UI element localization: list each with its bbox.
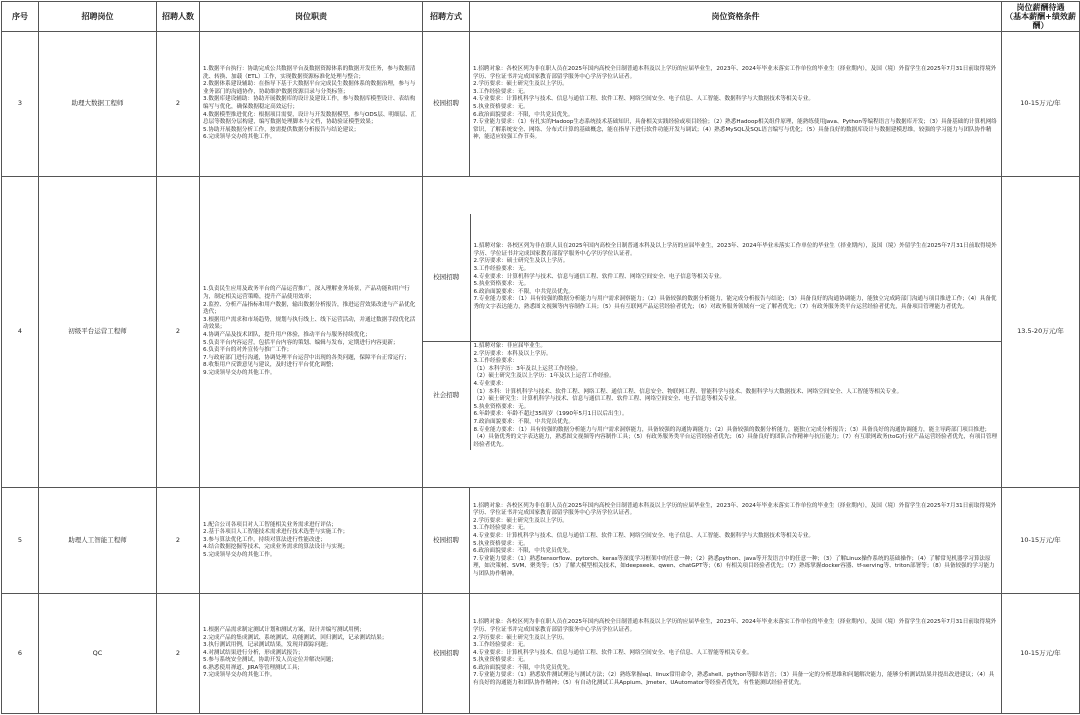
req-line: 7.政治面貌要求：不限，中共党员优先。 [473,419,574,426]
req-line: （1）本科：计算机科学与技术、软件工程、网络工程、通信工程、信息安全、物联网工程、智能科学与技术、数据科学与大数据技术、网络空间安全、人工智能等相关专业。 [473,388,903,395]
req-line: 5.执业资格要求：无。 [473,403,530,410]
row-method: 校园招聘 [423,214,470,342]
header-count: 招聘人数 [157,2,200,32]
row-sub-table [423,177,1002,488]
req-line: 5.执业资格要求：无。 [473,540,529,547]
req-line: 2.学历要求：硕士研究生及以上学历。 [473,517,568,524]
req-line: 7.专业能力要求：（1）熟悉软件测试理论与测试方法；（2）熟练掌握sql、linux常用命令，熟悉shell、python等脚本语言；（3）具备一定的分析思维和问题解决能力，能够分析测试结果并提出改进建议；（4）具有良好的沟通能力和团队协作精神；（5）有自动化测试工具Appium、Jmeter、UAutomator等经验者优先，有性能测试经验者优先。 [473,672,995,687]
row-requirements [470,32,1002,177]
row-pay: 13.5-20万元/年 [1002,177,1080,488]
row-requirements [470,488,1002,594]
row-position: 初级平台运营工程师 [39,177,157,488]
table-row [2,594,1080,714]
row-no: 3 [2,32,39,177]
row-no: 4 [2,177,39,488]
req-line: 7.专业能力要求：（1）熟悉tensorflow、pytorch、keras等深度学习框架中的任意一种；（2）熟悉python、java等开发语言中的任意一种；（3）了解Linux操作系统的基础操作；（4）了解常见机器学习算法原理，如决策树、SVM、聚类等；（5）了解大模型相关技术，如deepseek、qwen、chatGPT等；（6）有相关项目经验者优先；（7）熟练掌握docker容器、tf-serving等、triton部署等；（8）具备较强的学习能力与团队协作精神。 [473,555,995,577]
row-duty [200,488,423,594]
row-position: 助理人工智能工程师 [39,488,157,594]
duty-line: 2.完成产品的集成测试、系统测试、功能测试、回归测试，记录测试结果； [203,634,388,641]
req-line: 3.工作经验要求： [473,358,518,365]
req-line: （2）硕士研究生：计算机科学与技术、信息与通信工程、软件工程、网络空间安全、电子信息等相关专业。 [473,396,740,403]
duty-line: 5.完成领导交办的其他工作。 [203,551,276,558]
duty-line: 2.数据体系建设辅助：在指导下基于大数据平台完成民生数据体系的数据治理，参与与业务部门的沟通协作，协助维护数据资源目录与分类标签； [203,81,416,95]
req-line: 6.政治面貌要求：不限，中共党员优先。 [473,664,574,671]
row-count: 2 [157,32,200,177]
duty-line: 3.根据用户需求和市场趋势，规划与执行线上、线下运营活动，并通过数据手段优化活动效果； [203,316,416,331]
req-line: 6.年龄要求：年龄不超过35周岁（1990年5月1日以后出生）。 [473,411,628,418]
header-method: 招聘方式 [423,2,470,32]
duty-line: 3.数据库建设辅助：协助开展数据库的设计及建设工作，参与数据库模型设计、表结构编写与优化，确保数据稳定高效运行； [203,96,416,110]
req-line: 4.专业要求： [473,381,507,388]
duty-line: 5.参与系统安全测试，协助开发人员定位并解决问题； [203,657,337,664]
duty-line: 1.配合公司各项目对人工智能相关业务需求进行评估； [203,521,337,528]
row-requirements [470,342,1002,451]
req-line: 1.招聘对象：各校区列为非在职人员在2025年国内高校全日制普通本科及以上学历的应届毕业生，2023年、2024年毕业未落实工作单位的毕业生（择业期内），及国（境）外留学生在2025年7月31日前取得境外学历、学位证书并完成国家教育部留学服务中心学历学位认证者。 [473,619,997,633]
row-method: 社会招聘 [423,342,470,451]
sub-row-campus [423,214,1002,342]
req-line: 2.学历要求：硕士研究生及以上学历。 [473,81,568,88]
req-line: 2.学历要求：硕士研究生及以上学历。 [473,634,568,641]
req-line: 7.专业能力要求：（1）有扎实的Hadoop生态系统技术基础知识，具备相关实践经验或项目经验；（2）熟悉Hadoop相关组件原理，能熟练使用Java、Python等编程语言与数据库开发；（3）具备基础的计算机网络常识，了解系统安全、网络、分布式计算的基础概念，能在指导下进行软件功能开发与调试；（4）熟悉MySQL及SQL语言编写与优化；（5）具备良好的数据库设计与数据建模思维，较强的学习能力与团队协作精神，能适应较强工作节奏。 [473,119,997,141]
req-line: 1.招聘对象：非应届毕业生。 [473,343,546,350]
req-line: 3.工作经验要求：无。 [473,642,529,649]
row-pay: 10-15万元/年 [1002,488,1080,594]
header-duty: 岗位职责 [200,2,423,32]
req-line: 5.执业资格要求：无。 [473,657,529,664]
req-line: 6.政治面貌要求：不限，中共党员优先。 [473,111,574,118]
duty-line: 5.协助开展数据分析工作，按需提供数据分析报告与结论建议； [203,126,360,133]
duty-line: 7.与政府部门进行沟通，协调处理平台运营中出现的各类问题，保障平台正常运行； [203,354,410,361]
req-line: 3.工作经验要求：无。 [473,265,530,272]
row-duty [200,594,423,714]
duty-line: 1.负责民生应用及政务平台的产品运营推广，深入理解业务场景，产品功能和用户行为，制定相关运营策略，提升产品使用效率； [203,286,410,301]
duty-line: 4.协调产品及技术团队，提升用户体验，推动平台与服务持续优化； [203,332,371,338]
row-no: 6 [2,594,39,714]
method-sub-table [423,214,1002,451]
row-position: 助理大数据工程师 [39,32,157,177]
row-requirements [470,594,1002,714]
header-pay [1002,2,1080,32]
table-row [2,177,1080,488]
req-line: 5.执业资格要求：无。 [473,281,530,288]
req-line: （1）本科学历：3年及以上运营工作经验。 [473,365,582,372]
duty-line: 3.参与算法优化工作，持续对算法进行性能改进； [203,536,326,543]
header-pay-title: 岗位薪酬待遇 [1016,3,1065,12]
duty-line: 9.完成领导交办的其他工作。 [203,369,276,376]
duty-line: 6.负责平台的对外宣传与推广工作； [203,347,293,354]
duty-line: 5.负责平台内容运营，包括平台内容的策划、编辑与发布，定期进行内容更新； [203,339,399,346]
duty-line: 1.根据产品需求制定测试计划和测试方案，设计并编写测试用例； [203,626,365,633]
req-line: （2）硕士研究生及以上学历：1年及以上运营工作经验。 [473,373,615,380]
row-pay: 10-15万元/年 [1002,32,1080,177]
row-count: 2 [157,594,200,714]
header-requirements: 岗位资格条件 [470,2,1002,32]
duty-line: 2.监控、分析产品指标和用户数据，输出数据分析报告，推进运营效果改进与产品优化迭代； [203,301,416,316]
duty-line: 1.数据平台执行：协助完成公共数据平台及数据资源体系的数据开发任务，参与数据清洗、转换、加载（ETL）工作，实现数据资源标准化处理与整合； [203,66,416,80]
header-row [2,2,1080,32]
duty-line: 4.结合数据挖掘等技术，完成业务需求的算法设计与实现； [203,544,349,551]
row-position: QC [39,594,157,714]
duty-line: 7.完成领导交办的其他工作。 [203,672,276,679]
duty-line: 2.基于各项目人工智能技术需求进行技术选型与实施工作； [203,529,349,536]
table-row [2,32,1080,177]
req-line: 6.政治面貌要求：不限，中共党员优先。 [473,548,574,555]
row-count: 2 [157,488,200,594]
duty-line: 6.熟悉使用禅道、JIRA等管理测试工具； [203,664,304,671]
req-line: 5.执业资格要求：无。 [473,104,529,110]
req-line: 7.专业能力要求：（1）具有较强的数据分析能力与用户需求洞察能力；（2）具备较强的数据分析能力，能完成分析报告与结论；（3）具备良好的沟通协调能力，能独立完成跨部门沟通与项目推进工作；（4）具备优秀的文字表达能力，熟悉图文视频等内容制作工具；（5）具有互联网产品运营经验者优先；（6）对政务服务领域有一定了解者优先；（7）有政务服务类平台运营经验者优先，具备项目管理能力者优先。 [473,296,997,310]
req-line: 4.专业要求：计算机科学与技术、信息与通信工程、软件工程、网络空间安全、电子信息、人工智能等相关专业。 [473,649,753,656]
req-line: 3.工作经验要求：无。 [473,525,529,532]
table-row [2,488,1080,594]
req-line: 3.工作经验要求：无。 [473,88,529,95]
row-method: 校园招聘 [423,594,470,714]
row-duty [200,177,423,488]
req-line: 1.招聘对象：各校区列为非在职人员在2025年国内高校全日制普通本科及以上学历的应届毕业生，2023年、2024年毕业未落实工作单位的毕业生（择业期内），及国（境）外留学生在2025年7月31日前取得境外学历、学位证书并完成国家教育部留学服务中心学历学位认证者。 [473,243,997,257]
row-method: 校园招聘 [423,32,470,177]
req-line: 4.专业要求：计算机科学与技术、信息与通信工程、软件工程、网络空间安全、电子信息等相关专业。 [473,273,725,280]
duty-line: 6.完成领导交办的其他工作。 [203,134,276,141]
header-no: 序号 [2,2,39,32]
header-position: 招聘岗位 [39,2,157,32]
req-line: 2.学历要求：本科及以上学历。 [473,350,552,357]
req-line: 4.专业要求：计算机科学与技术、信息与通信工程、软件工程、网络空间安全、电子信息、人工智能、数据科学与大数据技术等相关专业。 [473,532,814,539]
row-method: 校园招聘 [423,488,470,594]
recruitment-table [1,1,1080,714]
duty-line: 8.收集用户反馈意见与建议，及时进行平台优化调整； [203,362,337,369]
duty-line: 4.对测试结果进行分析，形成测试报告； [203,649,304,656]
duty-line: 3.执行测试用例，记录测试结果，发现并跟踪问题； [203,642,332,649]
row-requirements [470,214,1002,342]
req-line: 2.学历要求：硕士研究生及以上学历。 [473,258,569,265]
row-count: 2 [157,177,200,488]
sub-row-social [423,342,1002,451]
req-line: 1.招聘对象：各校区列为非在职人员在2025年国内高校全日制普通本科及以上学历的应届毕业生，2023年、2024年毕业未落实工作单位的毕业生（择业期内），及国（境）外留学生在2025年7月31日前取得境外学历、学位证书并完成国家教育部留学服务中心学历学位认证者。 [473,502,997,517]
req-line: 4.专业要求：计算机科学与技术、信息与通信工程、软件工程、网络空间安全、电子信息、人工智能、数据科学与大数据技术等相关专业。 [473,96,814,103]
row-pay: 10-15万元/年 [1002,594,1080,714]
duty-line: 4.数据模型推进优化：根据项目需要，设计与开发数据模型，参与ODS层、明细层、汇总层等数据分层构建，编写数据处理脚本与文档，协助验证模型效果； [203,111,417,126]
req-line: 8.专业能力要求：（1）具有较强的数据分析能力与用户需求洞察能力，具备较强的沟通协调能力；（2）具备较强的数据分析能力，能独立完成分析报告；（3）具备良好的沟通协调能力，能主导跨部门项目推进；（4）具备优秀的文字表达能力，熟悉图文视频等内容制作工具；（5）有政务服务类平台运营经验者优先；（6）具备良好的团队合作精神与抗压能力；（7）有互联网政务(toG)行业产品运营经验者优先，有项目管理经验者优先。 [473,426,998,448]
row-no: 5 [2,488,39,594]
header-pay-subtitle: （基本薪酬+绩效薪酬） [1005,12,1076,30]
req-line: 6.政治面貌要求：不限，中共党员优先。 [473,288,574,295]
row-duty [200,32,423,177]
req-line: 1.招聘对象：各校区列为非在职人员在2025年国内高校全日制普通本科及以上学历的应届毕业生，2023年、2024年毕业未落实工作单位的毕业生（择业期内），及国（境）外留学生在2025年7月31日前取得境外学历、学位证书并完成国家教育部留学服务中心学历学位认证者。 [473,66,997,80]
